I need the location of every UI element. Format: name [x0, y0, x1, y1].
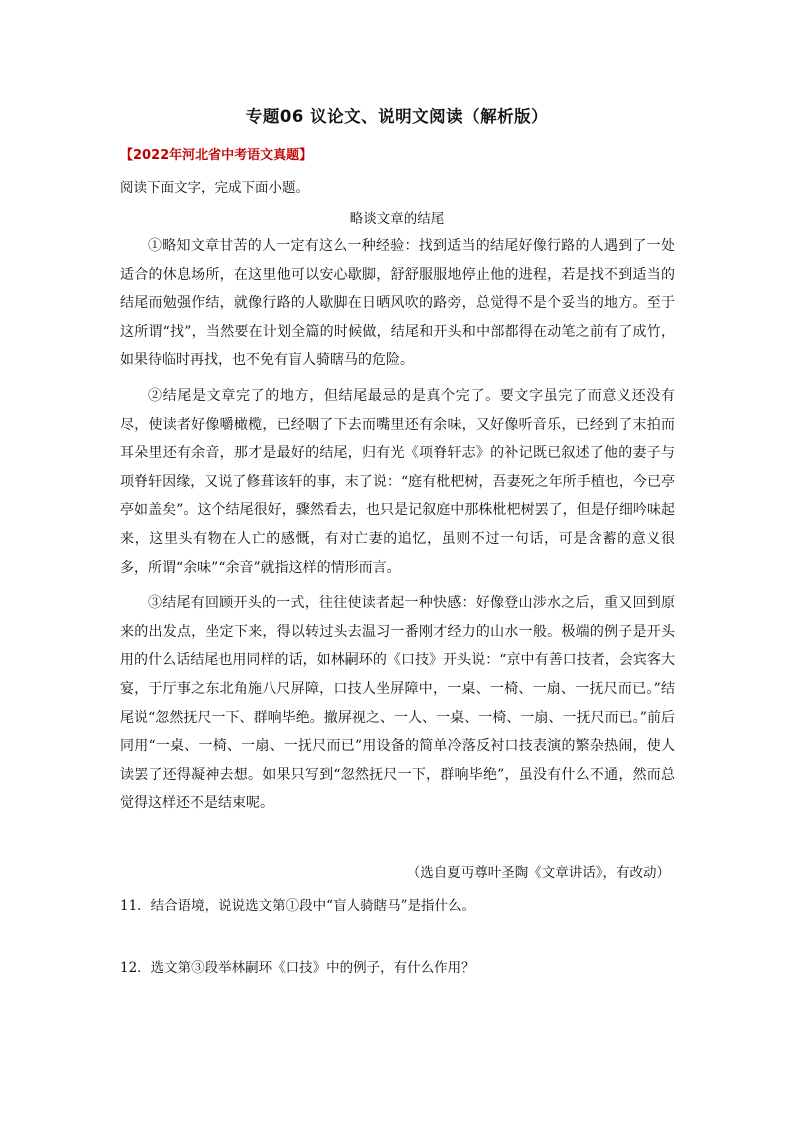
question-12: 12．选文第③段举林嗣环《口技》中的例子，有什么作用？: [120, 960, 475, 976]
article-title: 略谈文章的结尾: [349, 211, 445, 227]
paragraph-1: ①略知文章甘苦的人一定有这么一种经验：找到适当的结尾好像行路的人遇到了一处适合的休息场所，在这里他可以安心歇脚，舒舒服服地停止他的进程，若是找不到适当的结尾而勉强作结，就像行路的人歇脚在日晒风吹的路旁，总觉得不是个妥当的地方。至于这所谓“找”，当然要在计划全篇的时候做，结尾和开头和中部都得在动笔之前有了成竹，如果待临时再找，也不免有盲人骑瞎马的危险。: [120, 238, 675, 369]
question-11: 11．结合语境，说说选文第①段中“盲人骑瞎马”是指什么。: [120, 898, 475, 914]
paragraph-2: ②结尾是文章完了的地方，但结尾最忌的是真个完了。要文字虽完了而意义还没有尽，使读者好像嚼橄榄，已经咽了下去而嘴里还有余味，又好像听音乐，已经到了末拍而耳朵里还有余音，那才是最好的结尾，归有光《项脊轩志》的补记既已叙述了他的妻子与项脊轩因缘，又说了修葺该轩的事，末了说：“庭有枇杷树，吾妻死之年所手植也，今已亭亭如盖矣”。这个结尾很好，骤然看去，也只是记叙庭中那株枇杷树罢了，但是仔细吟味起来，这里头有物在人亡的感慨，有对亡妻的追忆，虽则不过一句话，可是含蓄的意义很多，所谓“余味”“余音”就指这样的情形而言。: [120, 387, 675, 576]
document-title: 专题06 议论文、说明文阅读（解析版）: [245, 107, 549, 126]
article-body: [120, 232, 675, 825]
exam-source-tag: 【2022年河北省中考语文真题】: [120, 148, 313, 163]
reading-instruction: 阅读下面文字，完成下面小题。: [120, 180, 309, 196]
paragraph-3: ③结尾有回顾开头的一式，往往使读者起一种快感：好像登山涉水之后，重又回到原来的出发点，坐定下来，得以转过头去温习一番刚才经力的山水一般。极端的例子是开头用的什么话结尾也用同样的话，如林嗣环的《口技》开头说：“京中有善口技者，会宾客大宴，于厅事之东北角施八尺屏障，口技人坐屏障中，一桌、一椅、一扇、一抚尺而已。”结尾说“忽然抚尺一下、群响毕绝。撤屏视之、一人、一桌、一椅、一扇、一抚尺而已。”前后同用“一桌、一椅、一扇、一抚尺而已”用设备的简单冷落反衬口技表演的繁杂热闹，使人读罢了还得凝神去想。如果只写到“忽然抚尺一下，群响毕绝”，虽没有什么不通，然而总觉得这样还不是结束呢。: [120, 595, 675, 812]
article-source-note: （选自夏丏尊叶圣陶《文章讲话》，有改动）: [406, 865, 670, 881]
